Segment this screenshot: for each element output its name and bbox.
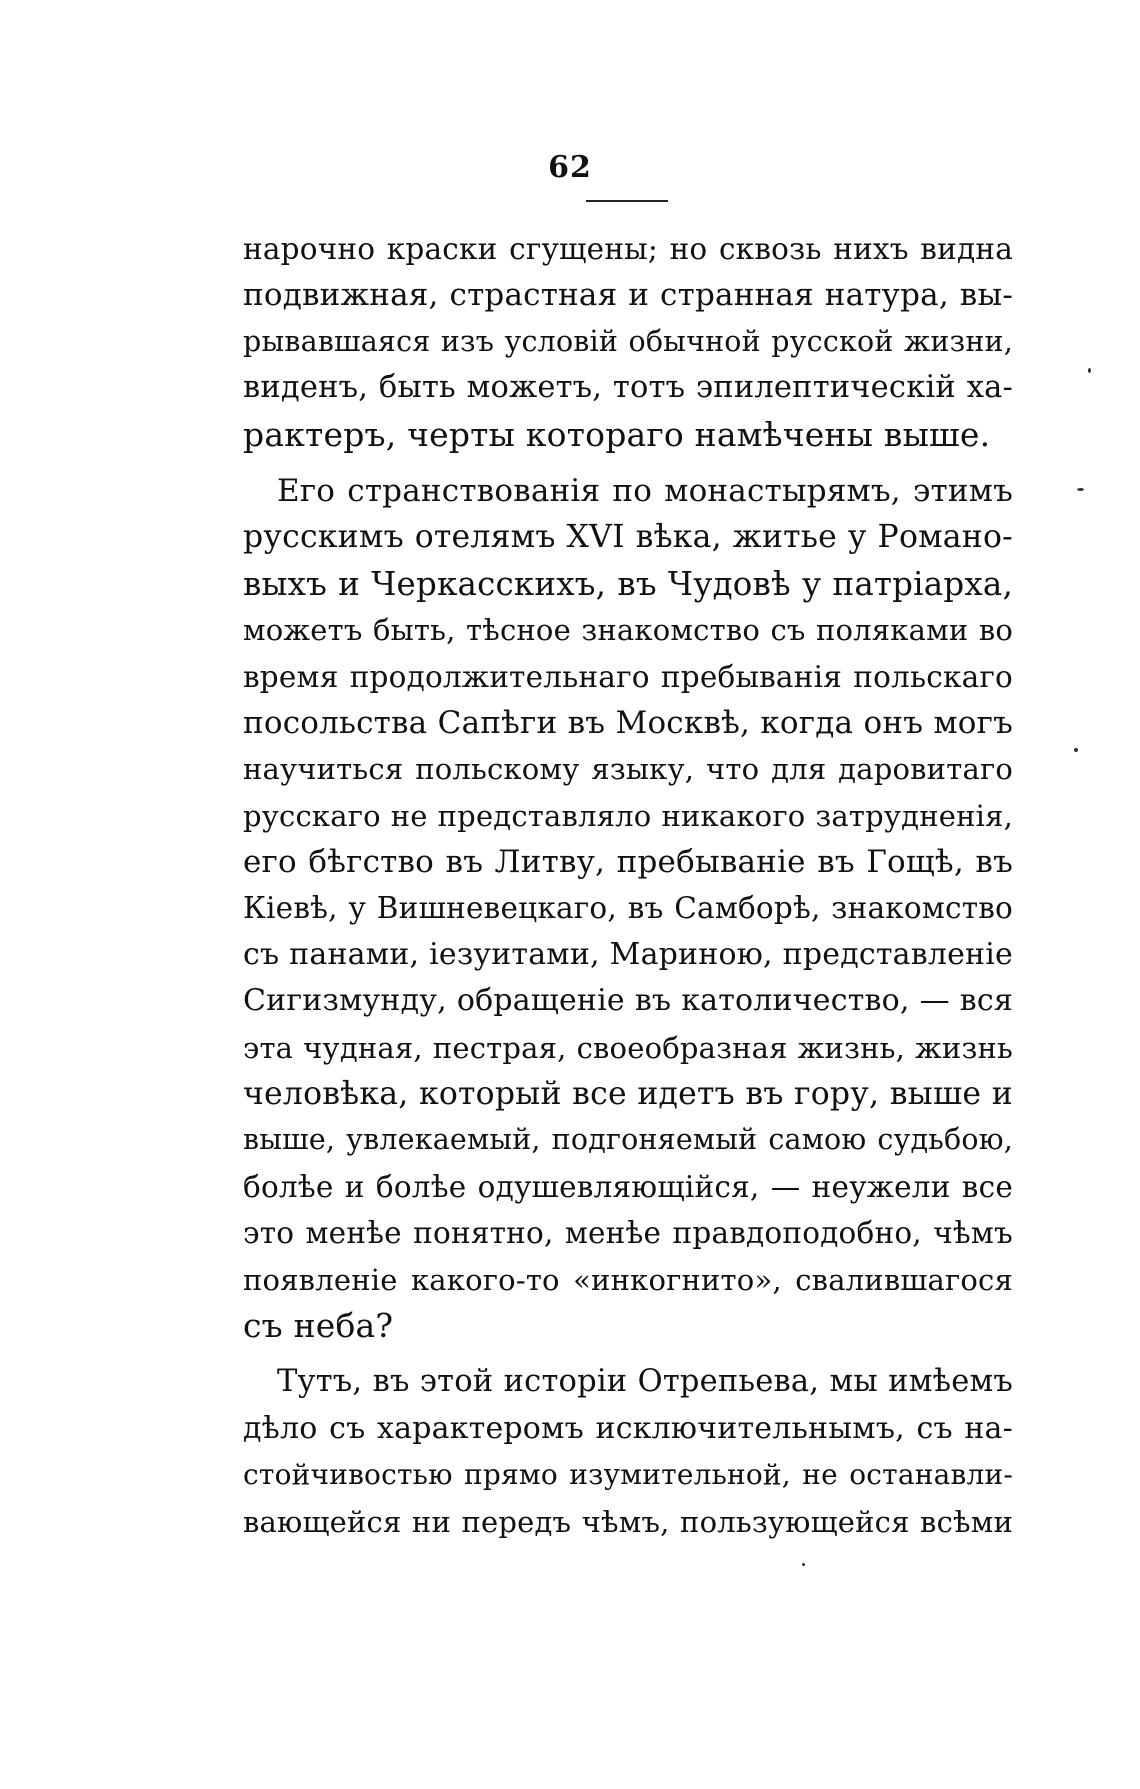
text-line: болѣе и болѣе одушевляющійся, — неужели все <box>243 1169 1013 1204</box>
text-line: можетъ быть, тѣсное знакомство съ поляками во <box>243 613 1013 648</box>
text-line: это менѣе понятно, менѣе правдоподобно, чѣмъ <box>243 1216 1013 1251</box>
scan-speck <box>802 1563 805 1566</box>
scan-speck <box>1088 368 1091 373</box>
text-line: русскаго не представляло никакого затрудненія, <box>243 798 1013 833</box>
paragraph <box>243 468 1013 1349</box>
text-line: Кіевѣ, у Вишневецкаго, въ Самборѣ, знакомство <box>243 891 1013 926</box>
text-line: Сигизмунду, обращеніе въ католичество, — вся <box>243 983 1013 1019</box>
paragraph <box>243 1359 1013 1545</box>
text-line: человѣка, который все идетъ въ гору, выше и <box>243 1076 1013 1113</box>
text-line: выхъ и Черкасскихъ, въ Чудовѣ у патріарха, <box>243 564 1013 603</box>
text-line: время продолжительнаго пребыванія польскаго <box>243 659 1013 694</box>
text-line: Его странствованія по монастырямъ, этимъ <box>277 472 1013 509</box>
body-text <box>243 226 1013 1545</box>
scan-speck <box>1074 748 1078 752</box>
text-line: подвижная, страстная и странная натура, вы- <box>243 277 1013 314</box>
text-line: русскимъ отелямъ XVI вѣка, житье у Романо- <box>243 519 1013 556</box>
text-line: виденъ, быть можетъ, тотъ эпилептическій ха- <box>243 370 1013 406</box>
text-line: дѣло съ характеромъ исключительнымъ, съ на- <box>243 1410 1013 1446</box>
paragraph <box>243 226 1013 458</box>
text-line: появленіе какого-то «инкогнито», свалившагося <box>243 1262 1013 1297</box>
text-line: посольства Сапѣги въ Москвѣ, когда онъ могъ <box>243 704 1013 741</box>
text-line: нарочно краски сгущены; но сквозь нихъ видна <box>243 232 1013 266</box>
text-line: Тутъ, въ этой исторіи Отрепьева, мы имѣемъ <box>277 1364 1013 1400</box>
text-line: съ панами, іезуитами, Мариною, представленіе <box>243 936 1013 972</box>
page-number-rule <box>586 200 668 202</box>
scan-speck <box>1077 488 1084 491</box>
text-line: его бѣгство въ Литву, пребываніе въ Гощѣ, въ <box>243 844 1013 881</box>
page-number: 62 <box>548 150 592 185</box>
text-line: эта чудная, пестрая, своеобразная жизнь, жизнь <box>243 1030 1013 1065</box>
text-line: научиться польскому языку, что для даровитаго <box>243 752 1013 787</box>
text-line: стойчивостью прямо изумительной, не останавли- <box>243 1458 1013 1492</box>
text-line: вающейся ни передъ чѣмъ, пользующейся всѣми <box>243 1504 1013 1539</box>
text-line: рактеръ, черты котораго намѣчены выше. <box>243 414 991 454</box>
text-line: выше, увлекаемый, подгоняемый самою судьбою, <box>243 1123 1013 1157</box>
text-line: съ неба? <box>243 1305 394 1345</box>
text-line: рывавшаяся изъ условій обычной русской жизни, <box>243 324 1013 358</box>
